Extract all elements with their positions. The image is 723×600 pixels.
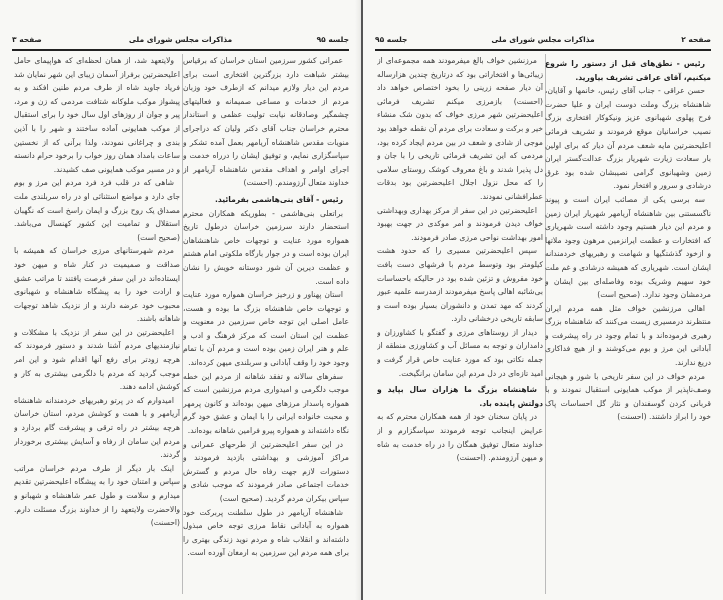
header-title: مذاكرات مجلس شوراى ملى bbox=[128, 35, 233, 44]
paragraph: سفرهای سالانه و تفقد شاهانه از مردم این خطه موجب دلگرمی و امیدواری مردم مرزنشین است که همواره پاسدار مرزهای میهن بوده‌اند و کانون پرمهر و محبت خانواده ایرانی را با ایمان و عشق خود گرم نگاه داشته‌اند و همواره پیرو فرامین شاهانه بوده‌اند. bbox=[183, 371, 349, 436]
right-page bbox=[363, 0, 723, 600]
paragraph: مردم شهرستانهای مرزی خراسان که همیشه با صداقت و صمیمیت در کنار شاه و میهن خود ایستاده‌اند در این سفر فرصت یافتند تا مراتب عشق و ارادت خود را به پیشگاه شاهنشاه و شهبانوی محبوب خود عرضه دارند و از نزدیک شاهد توجهات شاهانه باشند. bbox=[14, 246, 180, 324]
paragraph: مرزنشین خواف بالغ میفرمودند همه مجموعه‌ای از زیبائی‌ها و افتخاراتی بود که درتاریخ چندین هزارساله آن دیار صفحه زرینی را بخود اختصاص خواهد داد (احسنت) بازمرزی میکنم تشریف فرمائی اعلیحضرتین شهر مرزی خواف که بدون شک منشاء خیر و برکت و سعادت برای مردم آن نقطه خواهد بود موجی از شادی و شعف در بین مردم ایجاد کرده بود، مردمی که این تشریف فرمائی تاریخی را با جان و دل پذیرا شدند و باغ معروف کوشک روستای سلامی را که محل نزول اجلال اعلیحضرتین بود بدقات عطرافشانی نمودند. bbox=[377, 56, 543, 201]
paragraph: حسن عراقی - جناب آقای رئیس، خانمها و آقایان، شاهنشاه بزرگ وملت دوست ایران و علیا حضرت فرح پهلوی شهبانوی عزیز ونیکوکار افتخاری بزرگ نصیب خراسانیان موقع فرمودند و تشریف فرمائی اعلیحضرتین مایه شعف مردم آن دیار که برای اولین بار سعادت زیارت شهریار بزرگ عدالت‌گستر ایران زمین وشهبانوی گرامی نصیبشان شده بود غرق درشادی و سرور و افتخار نمود. bbox=[545, 86, 711, 191]
page-header bbox=[12, 35, 349, 47]
paragraph: استان پهناور و زرخیز خراسان همواره مورد عنایت و توجهات خاص شاهنشاه بزرگ ما بوده و هست، عامل اصلی این توجه خاص سرزمین در معنویت و عظمت این استان است که مرکز فرهنگ و ادب و علم و هنر ایران زمین بوده است و مردم آن با تمام وجود خود را وقف آبادانی و سربلندی میهن کرده‌اند. bbox=[183, 290, 349, 368]
paragraph: ولایتعهد شد، از همان لحظه‌ای که هواپیمای حامل اعلیحضرتین برفراز آسمان زیبای این شهر نمایان شد فریاد جاوید شاه از طرف مردم طنین افکند و به پیشواز موکب ملوکانه شتافت مردمی که زن و مرد، پیر و جوان از روزهای اول سال خود را برای استقبال از موکب همایونی آماده ساختند و شهر را با آذین بندی و چراغانی نمودند، ولذا برآنی که از نخستین ساعات بامداد همان روز خواب را برخود حرام دانسته و در مسیر موکب همایونی صف کشیدند. bbox=[14, 56, 180, 174]
paragraph: سپس اعلیحضرتین مسیری را که حدود هشت کیلومتر بود وتوسط مردم با فرشهای دست بافت خود مفروش و تزئین شده بود در حالیکه باحساسات بی‌شائبه اهالی پاسخ میفرمودند ازمدرسه علمیه عبور کردند که مهد تمدن و دانشوران بسیار بوده است و سابقه تاریخی درخشانی دارد. bbox=[377, 246, 543, 324]
paragraph: عمرانی کشور سرزمین استان خراسان که برقیاس بیشتر شباهت دارد بزرگترین افتخاری است برای مردم این دیار ولازم میدانم که ازطرف خود وزبان مردم از خدمات و مساعی صمیمانه و فعالیتهای چشمگیر وصادقانه نیابت تولیت عظمی و استاندار محترم خراسان جناب آقای دکتر ولیان که دراجرای منویات مقدس شاهنشاه آریامهر بعمل آمده تشکر و سپاسگزاری نمایم، و توفیق ایشان را درراه خدمت و اجرای اوامر و اهداف مقدس شاهنشاه آریامهر از خداوند متعال آرزومندم. (احسنت) bbox=[183, 56, 349, 188]
paragraph: مردم خواف در این سفر تاریخی با شور و هیجانی وصف‌ناپذیر از موکب همایونی استقبال نمودند و با قربانی کردن گوسفندان و نثار گل احساسات پاک خود را ابراز داشتند. (احسنت) bbox=[545, 371, 711, 422]
page-number: صفحه ۲ bbox=[681, 35, 711, 44]
session-number: جلسه ۹۵ bbox=[316, 35, 349, 44]
paragraph: دیدار از روستاهای مرزی و گفتگو با کشاورزان و دامداران و توجه به مسائل آب و کشاورزی منطقه از جمله نکاتی بود که مورد عنایت خاص قرار گرفت و امید تازه‌ای در دل مردم این سامان برانگیخت. bbox=[377, 327, 543, 378]
header-rule bbox=[12, 49, 349, 51]
paragraph: اعلیحضرتین در این سفر از مرکز بهداری وبهداشتی خواف دیدن فرمودند و امر موکدی در جهت بهبود امور بهداشت نواحی مرزی صادر فرمودند. bbox=[377, 205, 543, 242]
text-column-right bbox=[545, 54, 711, 594]
paragraph: اهالی مرزنشین خواف مثل همه مردم ایران منتظرند درمسیری زیست می‌کنند که شاهنشاه بزرگ رهبری فرموده‌اند و با تمام وجود در راه پیشرفت و آبادانی این مرز و بوم می‌کوشند و از هیچ فداکاری دریغ ندارند. bbox=[545, 303, 711, 368]
header-rule bbox=[375, 49, 711, 51]
text-column-left bbox=[377, 54, 543, 594]
text-column-right bbox=[183, 54, 349, 594]
session-number: جلسه ۹۵ bbox=[375, 35, 408, 44]
page-number: صفحه ۳ bbox=[12, 35, 42, 44]
speaker-line: رئیس - نطق‌های قبل از دستور را شروع میکنیم، آقای عراقی تشریف بیاورید. bbox=[545, 59, 711, 82]
paragraph: سه برسی یکی از مصائب ایران است و پیوند ناگسستنی بین شاهنشاه آریامهر شهریار ایران زمین و مردم این دیار هستیم وجود داشته است شهریاری که افتخارات و عظمت ایرانزمین مرهون وجود ملاتها و ازخود گذشتگیها و شهامت و رهبریهای خردمندانه ایشان است. شهریاری که همیشه درشادی و غم ملت خود سهیم وشریک بوده وفاصله‌ای بین ایشان و مردمشان وجود ندارد. (صحیح است) bbox=[545, 194, 711, 300]
left-page bbox=[0, 0, 361, 600]
paragraph: اینک بار دیگر از طرف مردم خراسان مراتب سپاس و امتنان خود را به پیشگاه اعلیحضرتین تقدیم میدارم و سلامت و طول عمر شاهنشاه و شهبانو و والاحضرت ولایتعهد را از خداوند بزرگ مسئلت دارم. (احسنت) bbox=[14, 463, 180, 528]
paragraph: امیدوارم که در پرتو رهبریهای خردمندانه شاهنشاه آریامهر و با همت و کوشش مردم، استان خراسان هرچه بیشتر در راه ترقی و پیشرفت گام بردارد و مردم این سامان از رفاه و آسایش بیشتری برخوردار گردند. bbox=[14, 395, 180, 460]
paragraph: در این سفر اعلیحضرتین از طرحهای عمرانی و مراکز آموزشی و بهداشتی بازدید فرمودند و دستورات لازم جهت رفاه حال مردم و گسترش خدمات اجتماعی صادر فرمودند که موجب شادی و سپاس بیکران مردم گردید. (صحیح است) bbox=[183, 439, 349, 503]
speaker-line: رئیس - آقای بنی‌هاشمی بفرمائید. bbox=[215, 194, 343, 204]
paragraph: اعلیحضرتین در این سفر از نزدیک با مشکلات و نیازمندیهای مردم آشنا شدند و دستور فرمودند که هرچه زودتر برای رفع آنها اقدام شود و این امر موجب گردید که مردم با دلگرمی بیشتری به کار و کوشش ادامه دهند. bbox=[14, 327, 180, 392]
paragraph: براتعلی بنی‌هاشمی - بطوریکه همکاران محترم استحضار دارند سرزمین خراسان درطول تاریخ همواره مورد عنایت و توجهات خاص شاهنشاهان ایران بوده است و در جوار بارگاه ملکوتی امام هشتم و عظمت دیرین آن شور دوستانه خویش را نشان داده است. bbox=[183, 208, 349, 286]
paragraph: شاهنشاه آریامهر در طول سلطنت پربرکت خود همواره به آبادانی نقاط مرزی توجه خاص مبذول داشته‌اند و انقلاب شاه و مردم نوید زندگی بهتری را برای همه مردم این سرزمین به ارمغان آورده است. bbox=[183, 507, 349, 558]
speaker-line: شاهنشاه بزرگ ما هزاران سال بپاید و دولتش پاینده باد. bbox=[377, 385, 543, 408]
paragraph: شاهی که در قلب فرد فرد مردم این مرز و بوم جای دارد و مواضع استثنائی او در راه سربلندی ملت مصداق یک روح بزرگ و ایمان راسخ است که نگهبان استقلال و تمامیت این کشور کهنسال می‌باشد. (صحیح است) bbox=[14, 178, 180, 242]
page-header bbox=[375, 35, 711, 47]
text-column-left bbox=[14, 54, 180, 594]
paragraph: در پایان سخنان خود از همه همکاران محترم که به عرایض اینجانب توجه فرمودند سپاسگزارم و از خداوند متعال توفیق همگان را در راه خدمت به شاه و میهن آرزومندم. (احسنت) bbox=[377, 412, 543, 463]
header-title: مذاكرات مجلس شوراى ملى bbox=[491, 35, 595, 44]
